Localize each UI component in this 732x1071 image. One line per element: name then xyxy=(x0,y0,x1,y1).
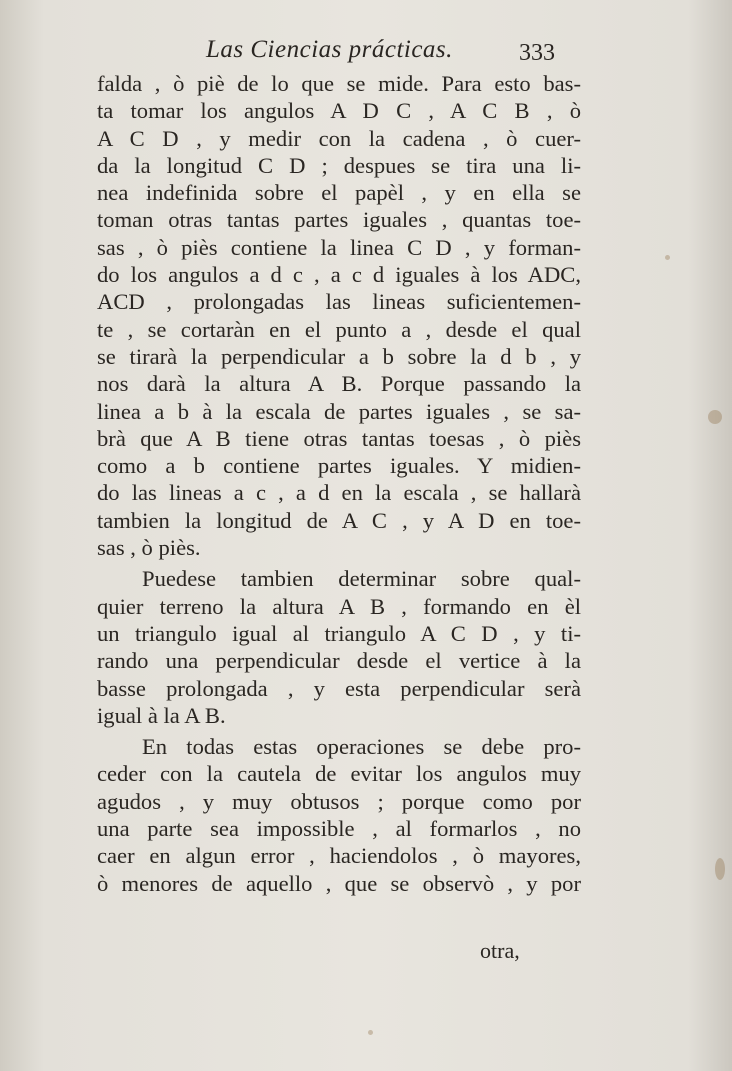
text-line: sas , ò piès contiene la linea C D , y forman- xyxy=(97,234,581,260)
foxing-spot xyxy=(368,1030,373,1035)
text-line: se tirarà la perpendicular a b sobre la d b , y xyxy=(97,343,581,369)
body-text xyxy=(97,70,581,897)
text-line: do las lineas a c , a d en la escala , se hallarà xyxy=(97,480,581,506)
catchword: otra, xyxy=(480,938,520,963)
paragraph-first-line: En todas estas operaciones se debe pro- xyxy=(142,734,581,760)
text-line: un triangulo igual al triangulo A C D , y ti- xyxy=(97,620,581,646)
text-line: caer en algun error , haciendolos , ò mayores, xyxy=(97,843,581,869)
text-line: ceder con la cautela de evitar los angulos muy xyxy=(97,761,581,787)
text-line: como a b contiene partes iguales. Y midien- xyxy=(97,453,581,479)
text-line: falda , ò piè de lo que se mide. Para esto bas- xyxy=(97,71,581,96)
text-line: tambien la longitud de A C , y A D en toe- xyxy=(97,507,581,533)
paragraph-first-line: Puedese tambien determinar sobre qual- xyxy=(142,566,581,592)
foxing-spot xyxy=(665,255,670,260)
text-line: A C D , y medir con la cadena , ò cuer- xyxy=(97,125,581,151)
text-line: una parte sea impossible , al formarlos , no xyxy=(97,816,581,842)
running-head: Las Ciencias prácticas. xyxy=(206,36,453,63)
text-line: basse prolongada , y esta perpendicular serà xyxy=(97,675,581,701)
foxing-spot xyxy=(708,410,722,424)
text-line: rando una perpendicular desde el vertice à la xyxy=(97,648,581,674)
text-line: ò menores de aquello , que se observò , y por xyxy=(97,870,581,896)
text-line: linea a b à la escala de partes iguales , se sa- xyxy=(97,398,581,424)
text-line: do los angulos a d c , a c d iguales à los ADC, xyxy=(97,262,581,288)
text-line: quier terreno la altura A B , formando en èl xyxy=(97,593,581,619)
text-line: toman otras tantas partes iguales , quantas toe- xyxy=(97,207,581,233)
text-line: agudos , y muy obtusos ; porque como por xyxy=(97,788,581,814)
text-line: nea indefinida sobre el papèl , y en ella se xyxy=(97,180,581,206)
foxing-spot xyxy=(715,858,725,880)
text-line: brà que A B tiene otras tantas toesas , ò piès xyxy=(97,425,581,451)
page-number: 333 xyxy=(519,40,555,66)
text-line: ta tomar los angulos A D C , A C B , ò xyxy=(97,98,581,124)
text-line: ACD , prolongadas las lineas suficientemen- xyxy=(97,289,581,315)
text-line: nos darà la altura A B. Porque passando la xyxy=(97,371,581,397)
text-line: sas , ò piès. xyxy=(97,535,201,561)
text-line: igual à la A B. xyxy=(97,702,226,728)
text-line: te , se cortaràn en el punto a , desde el qual xyxy=(97,316,581,342)
text-line: da la longitud C D ; despues se tira una li- xyxy=(97,152,581,178)
